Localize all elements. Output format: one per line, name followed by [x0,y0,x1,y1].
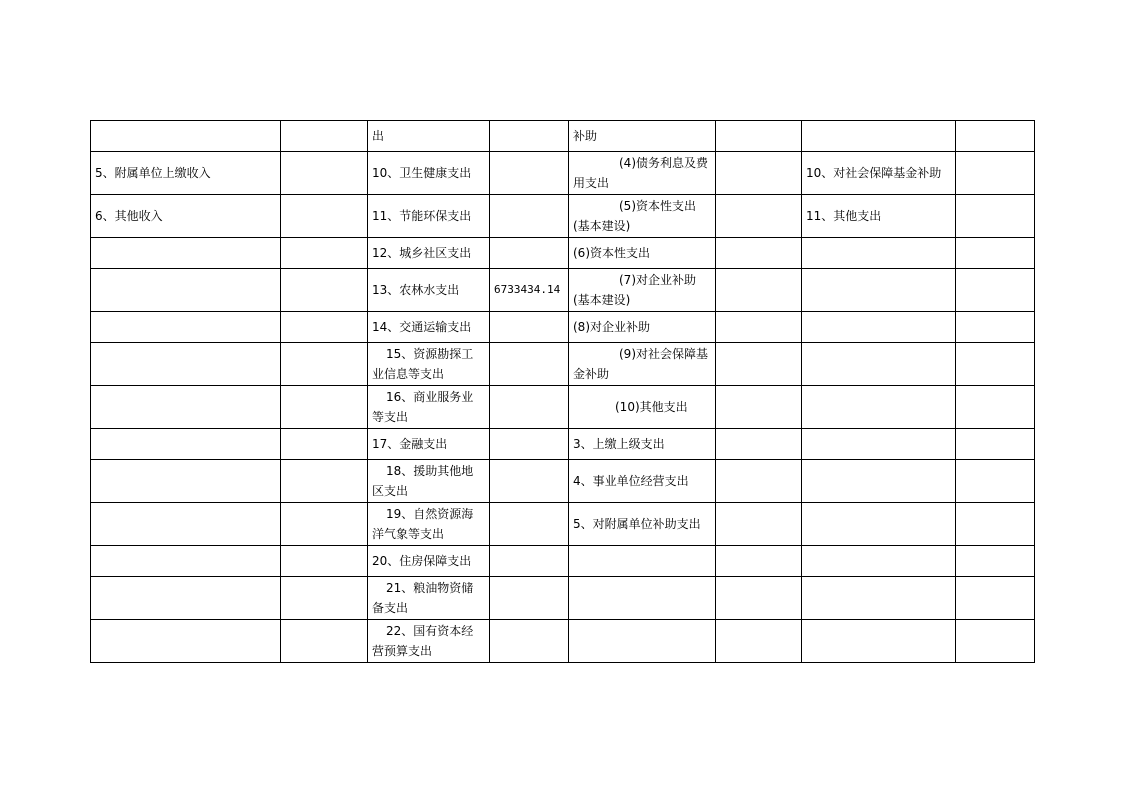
expense-function-amount-cell [490,503,569,546]
income-item-cell: 5、附属单位上缴收入 [91,152,281,195]
expense-economic-amount-cell [716,238,802,269]
expense-category-cell [802,460,956,503]
expense-economic-cell [569,546,716,577]
table-row [91,460,1035,503]
expense-economic-cell: (10)其他支出 [569,386,716,429]
table-row [91,269,1035,312]
income-amount-cell [281,386,368,429]
income-amount-cell [281,343,368,386]
income-amount-cell [281,503,368,546]
table-row [91,577,1035,620]
expense-economic-cell: (7)对企业补助(基本建设) [569,269,716,312]
expense-function-cell: 17、金融支出 [368,429,490,460]
expense-economic-amount-cell [716,460,802,503]
expense-category-amount-cell [956,195,1035,238]
income-item-cell [91,577,281,620]
expense-category-cell [802,577,956,620]
income-amount-cell [281,546,368,577]
table-row [91,503,1035,546]
expense-function-amount-cell [490,577,569,620]
income-item-cell [91,460,281,503]
income-amount-cell [281,238,368,269]
expense-function-amount-cell [490,546,569,577]
expense-category-amount-cell [956,312,1035,343]
expense-function-cell: 19、自然资源海洋气象等支出 [368,503,490,546]
expense-category-cell [802,503,956,546]
expense-function-amount-cell [490,620,569,663]
expense-category-amount-cell [956,577,1035,620]
expense-function-cell: 22、国有资本经营预算支出 [368,620,490,663]
expense-function-amount-cell [490,238,569,269]
expense-function-amount-cell: 6733434.14 [490,269,569,312]
expense-function-cell: 21、粮油物资储备支出 [368,577,490,620]
expense-function-cell: 出 [368,121,490,152]
expense-function-cell: 16、商业服务业等支出 [368,386,490,429]
expense-function-amount-cell [490,343,569,386]
expense-economic-amount-cell [716,269,802,312]
expense-category-amount-cell [956,546,1035,577]
expense-economic-amount-cell [716,386,802,429]
income-item-cell [91,121,281,152]
expense-function-cell: 13、农林水支出 [368,269,490,312]
expense-category-amount-cell [956,121,1035,152]
expense-category-cell [802,546,956,577]
table-row [91,546,1035,577]
income-amount-cell [281,429,368,460]
income-amount-cell [281,195,368,238]
expense-category-cell [802,121,956,152]
expense-function-cell: 20、住房保障支出 [368,546,490,577]
expense-economic-cell: (6)资本性支出 [569,238,716,269]
income-item-cell [91,546,281,577]
expense-category-amount-cell [956,152,1035,195]
expense-economic-cell: 3、上缴上级支出 [569,429,716,460]
expense-function-amount-cell [490,195,569,238]
table-row [91,620,1035,663]
income-item-cell [91,312,281,343]
expense-function-cell: 11、节能环保支出 [368,195,490,238]
table-row [91,429,1035,460]
expense-category-amount-cell [956,429,1035,460]
expense-function-amount-cell [490,152,569,195]
expense-function-amount-cell [490,121,569,152]
income-item-cell: 6、其他收入 [91,195,281,238]
expense-category-cell [802,238,956,269]
expense-category-cell [802,429,956,460]
income-amount-cell [281,152,368,195]
expense-category-amount-cell [956,269,1035,312]
income-item-cell [91,429,281,460]
income-item-cell [91,269,281,312]
budget-table-page [90,120,1034,663]
expense-category-cell: 11、其他支出 [802,195,956,238]
income-item-cell [91,343,281,386]
expense-economic-cell: (4)债务利息及费用支出 [569,152,716,195]
expense-economic-cell: (5)资本性支出(基本建设) [569,195,716,238]
expense-economic-cell [569,577,716,620]
expense-economic-cell: 4、事业单位经营支出 [569,460,716,503]
expense-function-cell: 15、资源勘探工业信息等支出 [368,343,490,386]
income-amount-cell [281,312,368,343]
income-amount-cell [281,620,368,663]
expense-function-cell: 12、城乡社区支出 [368,238,490,269]
table-row [91,312,1035,343]
expense-function-cell: 18、援助其他地区支出 [368,460,490,503]
expense-function-amount-cell [490,460,569,503]
expense-economic-amount-cell [716,312,802,343]
expense-category-amount-cell [956,503,1035,546]
expense-category-cell [802,343,956,386]
expense-category-cell [802,620,956,663]
expense-category-amount-cell [956,343,1035,386]
income-amount-cell [281,269,368,312]
budget-table [90,120,1035,663]
expense-category-amount-cell [956,386,1035,429]
expense-economic-amount-cell [716,195,802,238]
expense-economic-cell: (8)对企业补助 [569,312,716,343]
expense-economic-amount-cell [716,121,802,152]
expense-economic-amount-cell [716,343,802,386]
expense-function-cell: 14、交通运输支出 [368,312,490,343]
expense-economic-amount-cell [716,577,802,620]
expense-function-amount-cell [490,429,569,460]
expense-function-amount-cell [490,386,569,429]
expense-category-cell [802,386,956,429]
income-item-cell [91,238,281,269]
expense-category-cell [802,269,956,312]
expense-category-amount-cell [956,620,1035,663]
income-amount-cell [281,577,368,620]
income-item-cell [91,386,281,429]
expense-economic-amount-cell [716,546,802,577]
table-row [91,343,1035,386]
expense-function-cell: 10、卫生健康支出 [368,152,490,195]
income-amount-cell [281,460,368,503]
expense-category-cell: 10、对社会保障基金补助 [802,152,956,195]
income-item-cell [91,503,281,546]
expense-economic-cell: 补助 [569,121,716,152]
expense-category-amount-cell [956,460,1035,503]
expense-category-amount-cell [956,238,1035,269]
table-row [91,152,1035,195]
expense-economic-amount-cell [716,503,802,546]
table-row [91,238,1035,269]
table-row [91,386,1035,429]
expense-economic-cell: 5、对附属单位补助支出 [569,503,716,546]
expense-economic-amount-cell [716,152,802,195]
expense-economic-cell [569,620,716,663]
expense-economic-amount-cell [716,429,802,460]
expense-economic-amount-cell [716,620,802,663]
expense-economic-cell: (9)对社会保障基金补助 [569,343,716,386]
income-amount-cell [281,121,368,152]
table-row [91,121,1035,152]
table-row [91,195,1035,238]
income-item-cell [91,620,281,663]
expense-category-cell [802,312,956,343]
expense-function-amount-cell [490,312,569,343]
